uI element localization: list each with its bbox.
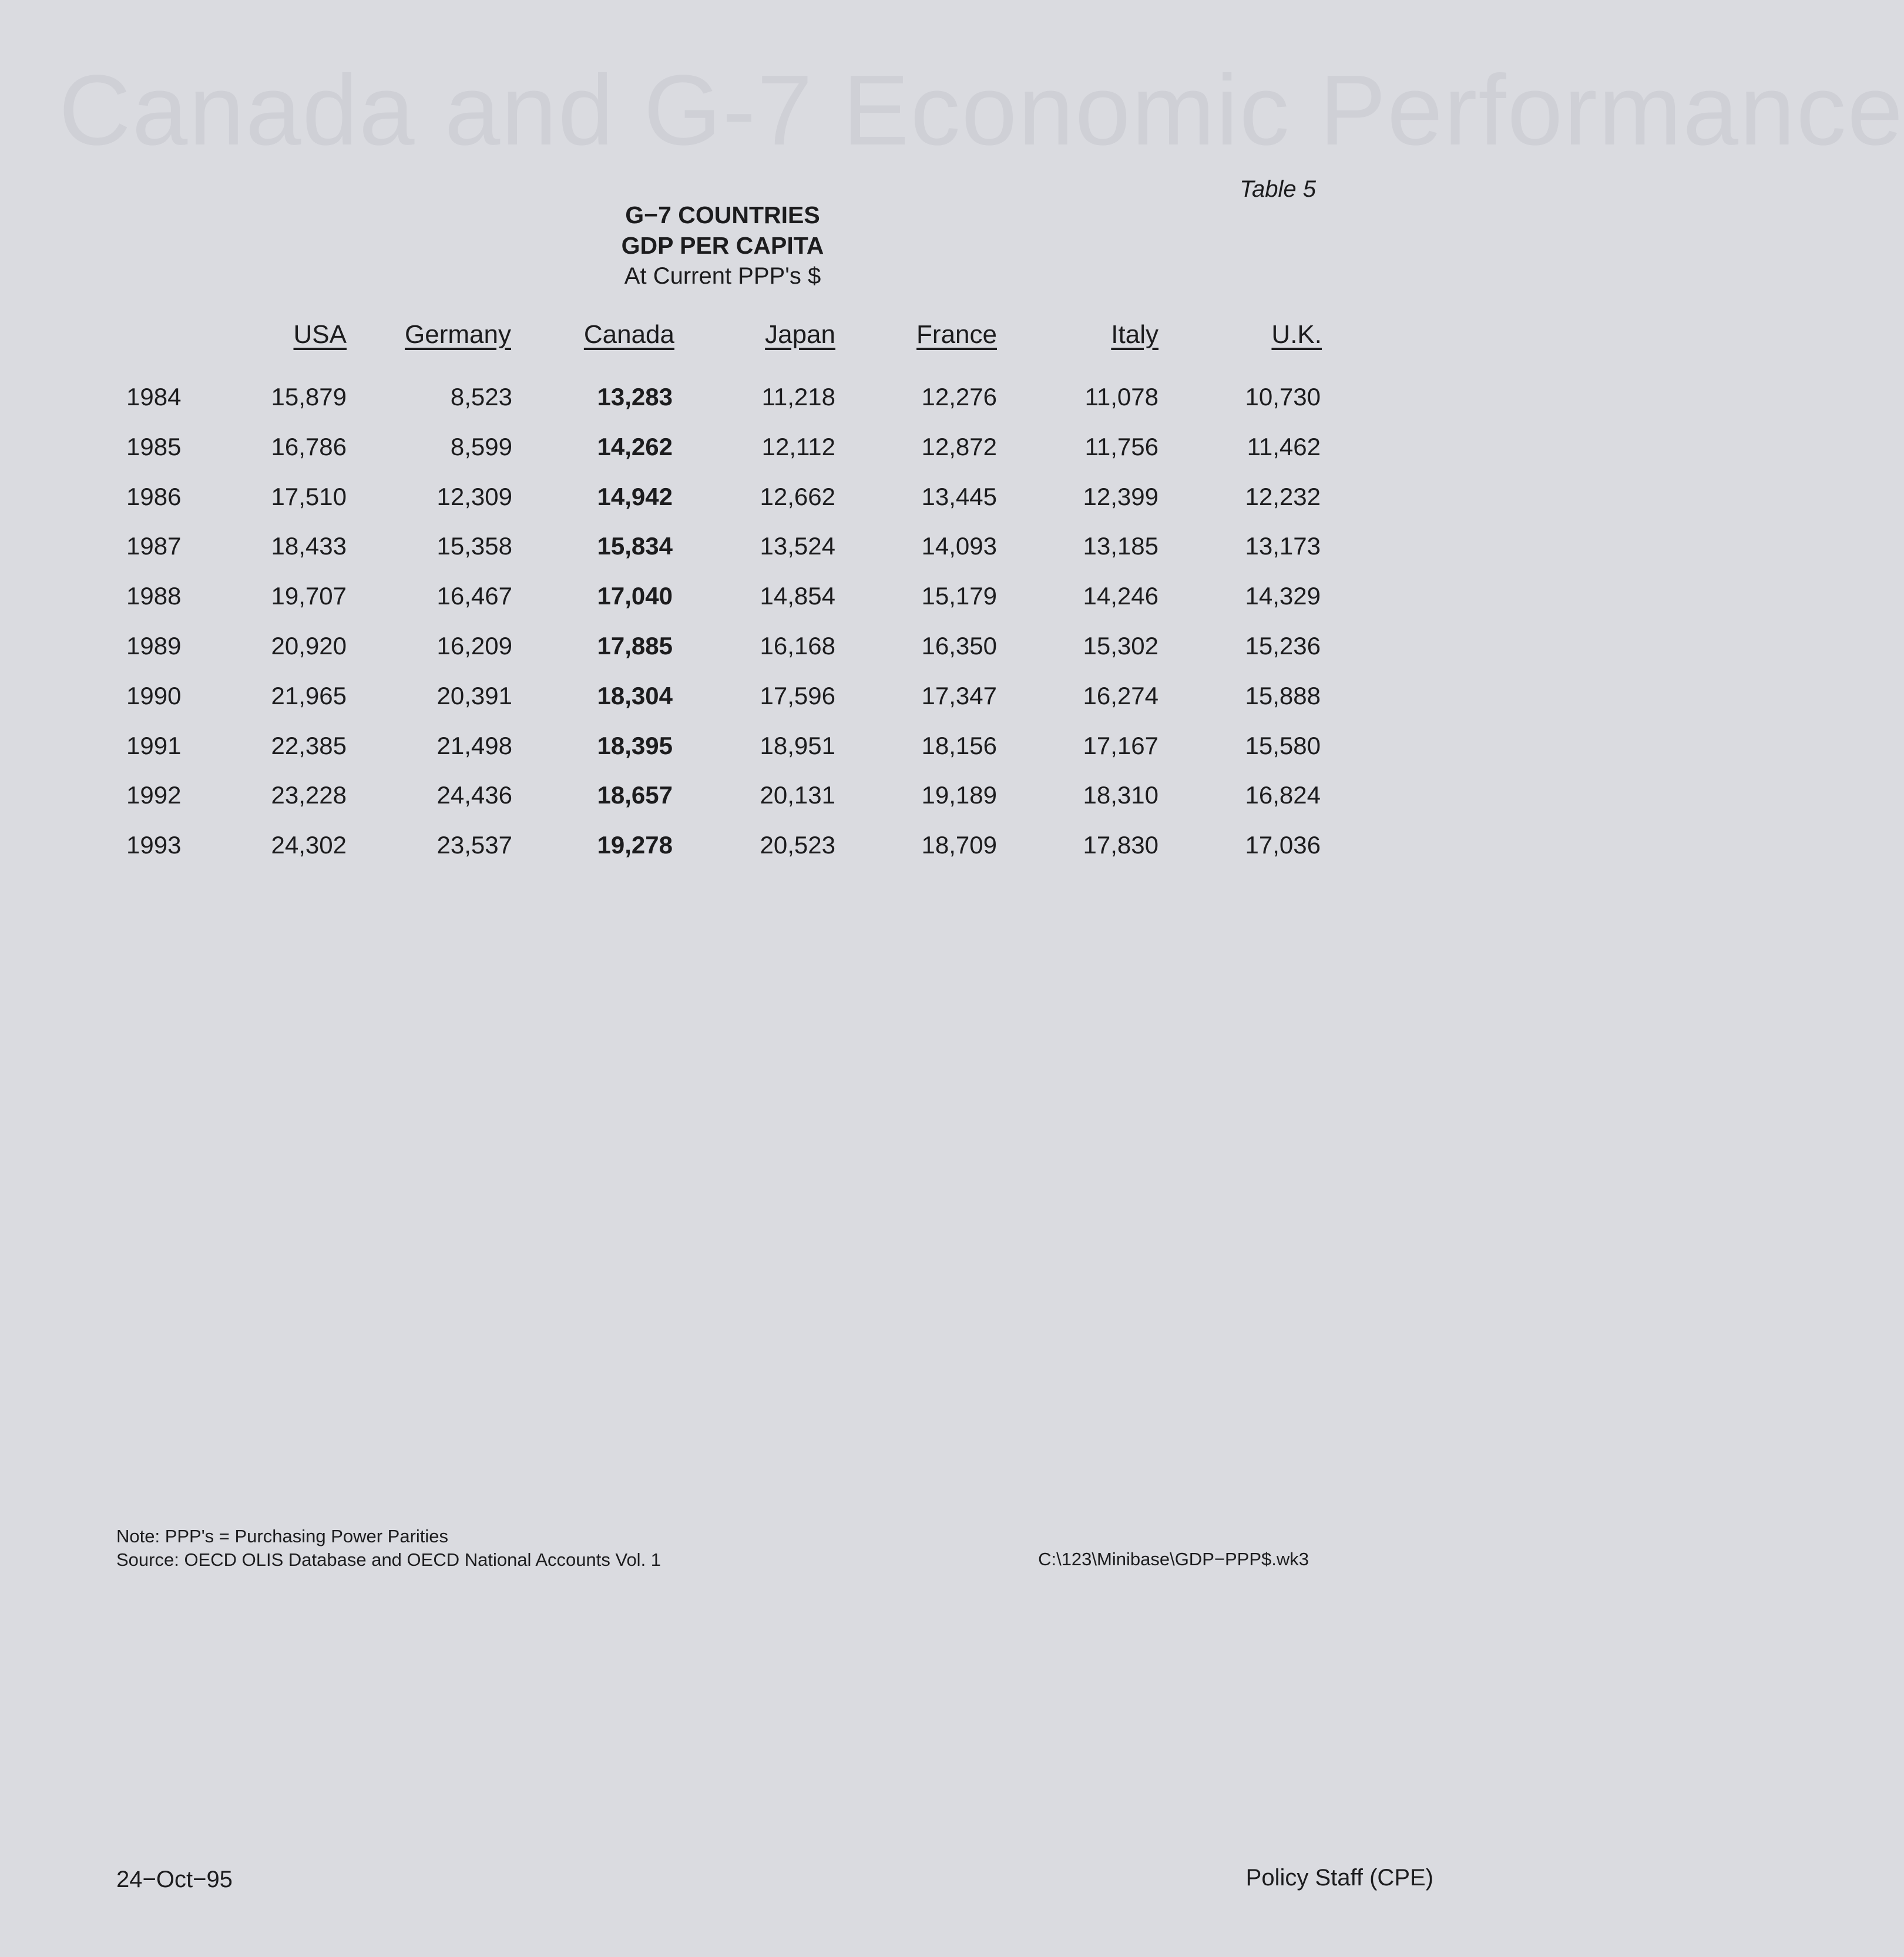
office-name: Policy Staff (CPE) <box>1245 1865 1433 1891</box>
year-cell: 1993 <box>126 831 182 859</box>
value-cell-japan: 18,951 <box>760 731 835 759</box>
column-header-france: France <box>916 320 997 349</box>
year-cell: 1984 <box>126 383 182 411</box>
value-cell-canada: 14,262 <box>597 432 673 460</box>
value-cell-france: 12,872 <box>921 432 997 460</box>
year-cell: 1986 <box>126 482 182 510</box>
value-cell-germany: 24,436 <box>436 781 512 809</box>
column-header-germany: Germany <box>405 320 511 349</box>
source-text: Source: OECD OLIS Database and OECD National Accounts Vol. 1 <box>116 1549 661 1570</box>
value-cell-japan: 20,131 <box>760 781 835 809</box>
value-cell-canada: 18,304 <box>597 681 673 710</box>
value-cell-canada: 17,885 <box>597 632 673 660</box>
value-cell-italy: 12,399 <box>1083 482 1158 510</box>
value-cell-japan: 17,596 <box>760 681 835 710</box>
file-path: C:\123\Minibase\GDP−PPP$.wk3 <box>1038 1549 1309 1569</box>
table-row <box>0 632 1499 667</box>
table-row <box>0 682 1499 717</box>
value-cell-canada: 14,942 <box>597 482 673 510</box>
value-cell-france: 17,347 <box>921 681 997 710</box>
value-cell-france: 13,445 <box>921 482 997 510</box>
value-cell-japan: 14,854 <box>760 582 835 610</box>
value-cell-canada: 18,395 <box>597 731 673 759</box>
document-date: 24−Oct−95 <box>116 1867 233 1892</box>
value-cell-japan: 11,218 <box>761 383 835 411</box>
value-cell-uk: 14,329 <box>1245 582 1321 610</box>
title-line-3: At Current PPP's $ <box>624 263 821 289</box>
value-cell-germany: 16,209 <box>436 632 512 660</box>
value-cell-usa: 16,786 <box>271 432 347 460</box>
value-cell-usa: 17,510 <box>271 482 347 510</box>
title-line-1: G−7 COUNTRIES <box>625 201 820 228</box>
value-cell-france: 12,276 <box>921 383 997 411</box>
value-cell-italy: 18,310 <box>1083 781 1158 809</box>
value-cell-italy: 15,302 <box>1083 632 1158 660</box>
value-cell-uk: 11,462 <box>1247 432 1321 460</box>
year-cell: 1992 <box>126 781 182 809</box>
value-cell-italy: 13,185 <box>1083 532 1158 560</box>
value-cell-japan: 16,168 <box>760 632 835 660</box>
value-cell-italy: 11,078 <box>1084 383 1158 411</box>
value-cell-usa: 23,228 <box>271 781 347 809</box>
year-cell: 1990 <box>126 681 182 710</box>
table-row <box>0 781 1499 816</box>
table-row <box>0 433 1499 468</box>
column-header-italy: Italy <box>1111 320 1158 349</box>
value-cell-france: 16,350 <box>921 632 997 660</box>
value-cell-uk: 13,173 <box>1245 532 1321 560</box>
year-cell: 1987 <box>126 532 182 560</box>
value-cell-canada: 17,040 <box>597 582 673 610</box>
value-cell-germany: 8,599 <box>450 432 512 460</box>
table-title <box>0 200 1445 291</box>
value-cell-italy: 17,830 <box>1083 831 1158 859</box>
value-cell-canada: 19,278 <box>597 831 673 859</box>
value-cell-germany: 16,467 <box>436 582 512 610</box>
table-row <box>0 383 1499 418</box>
year-cell: 1989 <box>126 632 182 660</box>
note-text: Note: PPP's = Purchasing Power Parities <box>116 1526 449 1546</box>
title-line-2: GDP PER CAPITA <box>621 232 824 259</box>
value-cell-italy: 17,167 <box>1083 731 1158 759</box>
value-cell-france: 19,189 <box>921 781 997 809</box>
value-cell-uk: 16,824 <box>1245 781 1321 809</box>
value-cell-japan: 13,524 <box>760 532 835 560</box>
value-cell-italy: 11,756 <box>1084 432 1158 460</box>
bleed-through-title: Canada and G-7 Economic Performance <box>59 55 1904 166</box>
column-header-canada: Canada <box>583 320 674 349</box>
value-cell-italy: 14,246 <box>1083 582 1158 610</box>
value-cell-uk: 17,036 <box>1245 831 1321 859</box>
value-cell-canada: 18,657 <box>597 781 673 809</box>
value-cell-france: 18,156 <box>921 731 997 759</box>
value-cell-germany: 8,523 <box>450 383 512 411</box>
value-cell-uk: 12,232 <box>1245 482 1321 510</box>
value-cell-usa: 18,433 <box>271 532 347 560</box>
value-cell-france: 15,179 <box>921 582 997 610</box>
year-cell: 1988 <box>126 582 182 610</box>
table-row <box>0 831 1499 866</box>
value-cell-canada: 15,834 <box>597 532 673 560</box>
value-cell-germany: 12,309 <box>436 482 512 510</box>
value-cell-japan: 12,112 <box>761 432 835 460</box>
column-header-usa: USA <box>293 320 347 349</box>
value-cell-uk: 15,236 <box>1245 632 1321 660</box>
value-cell-france: 14,093 <box>921 532 997 560</box>
table-row <box>0 732 1499 767</box>
year-cell: 1985 <box>126 432 182 460</box>
value-cell-italy: 16,274 <box>1083 681 1158 710</box>
table-row <box>0 483 1499 518</box>
value-cell-usa: 24,302 <box>271 831 347 859</box>
value-cell-japan: 12,662 <box>760 482 835 510</box>
table-number: Table 5 <box>1240 176 1316 202</box>
value-cell-uk: 10,730 <box>1245 383 1321 411</box>
value-cell-usa: 19,707 <box>271 582 347 610</box>
column-header-uk: U.K. <box>1271 320 1322 349</box>
table-row <box>0 582 1499 617</box>
value-cell-japan: 20,523 <box>760 831 835 859</box>
value-cell-france: 18,709 <box>921 831 997 859</box>
value-cell-usa: 20,920 <box>271 632 347 660</box>
value-cell-uk: 15,580 <box>1245 731 1321 759</box>
column-header-japan: Japan <box>765 320 835 349</box>
value-cell-uk: 15,888 <box>1245 681 1321 710</box>
value-cell-germany: 15,358 <box>436 532 512 560</box>
value-cell-usa: 22,385 <box>271 731 347 759</box>
value-cell-germany: 21,498 <box>436 731 512 759</box>
table-row <box>0 532 1499 567</box>
value-cell-usa: 21,965 <box>271 681 347 710</box>
year-cell: 1991 <box>126 731 182 759</box>
value-cell-usa: 15,879 <box>271 383 347 411</box>
value-cell-canada: 13,283 <box>597 383 673 411</box>
value-cell-germany: 23,537 <box>436 831 512 859</box>
value-cell-germany: 20,391 <box>436 681 512 710</box>
